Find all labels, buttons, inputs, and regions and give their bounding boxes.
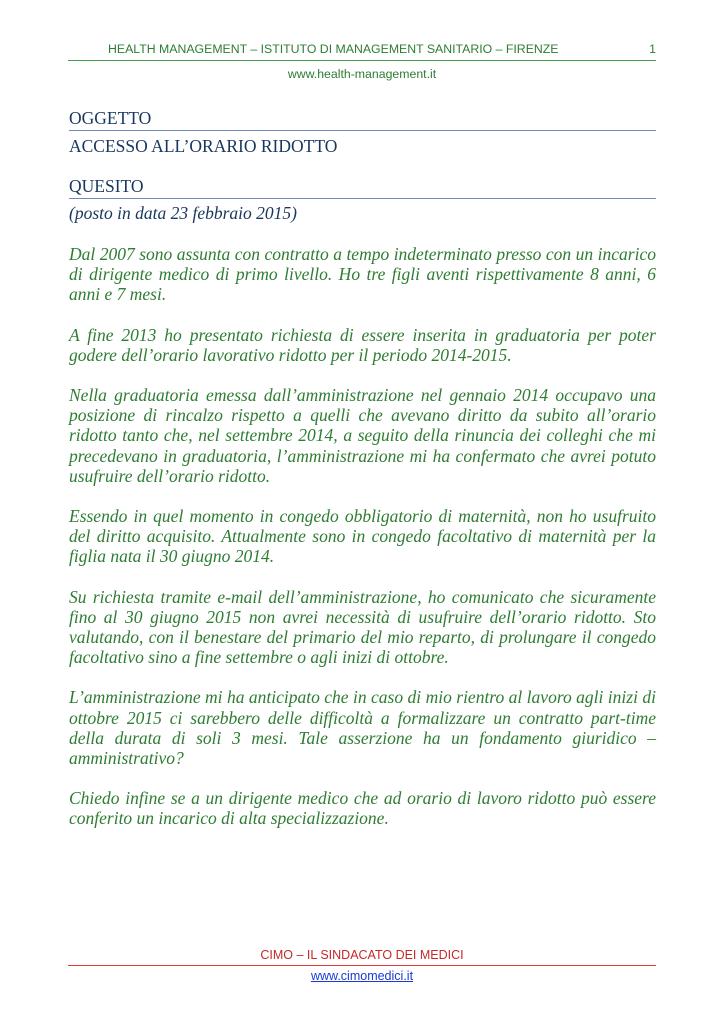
paragraph-7: Chiedo infine se a un dirigente medico che ad orario di lavoro ridotto può essere conferito un incarico di alta specializzazione. xyxy=(69,788,656,829)
paragraph-3: Nella graduatoria emessa dall’amministrazione nel gennaio 2014 occupavo una posizione di rincalzo rispetto a quelli che avevano diritto da subito all’orario ridotto tanto che, nel settembre 2014, a seguito della rinuncia dei colleghi che mi precedevano in graduatoria, l’amministrazione mi ha confermato che avrei potuto usufruire dell’orario ridotto. xyxy=(69,385,656,486)
paragraph-4: Essendo in quel momento in congedo obbligatorio di maternità, non ho usufruito del diritto acquisito. Attualmente sono in congedo facoltativo di maternità per la figlia nata il 30 giugno 2014. xyxy=(69,506,656,567)
header-url: www.health-management.it xyxy=(287,67,437,82)
footer-title: CIMO – IL SINDACATO DEI MEDICI xyxy=(260,948,464,962)
document-body xyxy=(69,108,656,829)
paragraph-5: Su richiesta tramite e-mail dell’amministrazione, ho comunicato che sicuramente fino al 30 giugno 2015 non avrei necessità di usufruire dell’orario ridotto. Sto valutando, con il benestare del primario del mio reparto, di prolungare il congedo facoltativo sino a fine settembre o agli inizi di ottobre. xyxy=(69,586,656,668)
quesito-divider xyxy=(69,198,656,199)
quesito-date: (posto in data 23 febbraio 2015) xyxy=(69,203,297,223)
page-header xyxy=(68,42,656,81)
oggetto-divider xyxy=(69,130,656,131)
paragraph-1: Dal 2007 sono assunta con contratto a tempo indeterminato presso con un incarico di dirigente medico di primo livello. Ho tre figli aventi rispettivamente 8 anni, 6 anni e 7 mesi. xyxy=(69,244,656,305)
header-line xyxy=(68,42,656,56)
page-number: 1 xyxy=(649,42,656,56)
header-divider xyxy=(68,60,656,61)
header-title: HEALTH MANAGEMENT – ISTITUTO DI MANAGEMENT SANITARIO – FIRENZE xyxy=(108,42,559,56)
quesito-label: QUESITO xyxy=(69,176,144,196)
footer-link[interactable]: www.cimomedici.it xyxy=(310,969,414,983)
footer-divider xyxy=(68,965,656,966)
paragraph-2: A fine 2013 ho presentato richiesta di essere inserita in graduatoria per poter godere dell’orario lavorativo ridotto per il periodo 2014-2015. xyxy=(69,324,656,365)
page-footer xyxy=(68,948,656,983)
paragraph-6: L’amministrazione mi ha anticipato che in caso di mio rientro al lavoro agli inizi di ottobre 2015 ci sarebbero delle difficoltà a formalizzare un contratto part-time della durata di soli 3 mesi. Tale asserzione ha un fondamento giuridico – amministrativo? xyxy=(69,687,656,769)
oggetto-label: OGGETTO xyxy=(69,108,152,128)
oggetto-text: ACCESSO ALL’ORARIO RIDOTTO xyxy=(69,136,338,156)
